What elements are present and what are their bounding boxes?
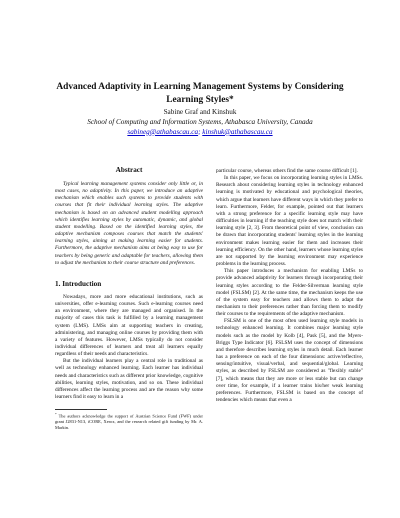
author-names: Sabine Graf and Kinshuk (163, 108, 237, 116)
left-column (55, 165, 203, 430)
author-affiliation: School of Computing and Information Systems, Athabasca University, Canada (87, 117, 313, 126)
intro-paragraph-1: Nowadays, more and more educational institutions, such as universities, offer e-learning courses. Such e-learning courses need an environment, where they are managed and organised. In the majority of cases this task is fulfilled by a learning management system (LMS). LMSs aim at supporting teachers in creating, administering, and managing online courses by providing them with a variety of features. However, LMSs typically do not consider individual differences of learners and treat all learners equally regardless of their needs and characteristics. (55, 293, 203, 358)
intro-paragraph-2: But the individual learners play a central role in traditional as well as technology enhanced learning. Each learner has individual needs and characteristics such as different prior knowledge, cognitive abilities, learning styles, motivation, and so on. These individual differences affect the learning process and are the reason why some learners find it easy to learn in a (55, 358, 203, 401)
abstract-text: Typical learning management systems consider only little or, in most cases, no adaptivity. In this paper, we introduce an adaptive mechanism which enables such systems to provide students with courses that fit their individual learning styles. The adaptive mechanism is based on an advanced student modelling approach which identifies learning styles by automatic, dynamic, and global student modelling. Based on the identified learning styles, the adaptive mechanism composes courses that match the students' learning styles, aiming at making learning easier for students. Furthermore, the adaptive mechanism aims at being easy to use for teachers by being generic and adaptable for teachers, allowing them to adjust the mechanism to their course structure and preferences. (55, 181, 203, 266)
right-paragraph-1: particular course, whereas others find the same course difficult [1]. (216, 168, 358, 174)
author-emails (40, 128, 360, 138)
footnote (55, 412, 203, 430)
right-paragraph-4: FSLSM is one of the most often used learning style models in technology enhanced learning. It combines major learning style models such as the model by Kolb [4], Pask [5], and the Myers-Briggs Type Indicator [6]. FSLSM uses the concept of dimensions and therefore describes learning styles in much detail. Each learner has a preference on each of the four dimensions: active/reflective, sensing/intuitive, visual/verbal, and sequential/global. Learning styles, as described by FSLSM are considered as "flexibly stable" [7], which means that they are more or less stable but can change over time, for example, if a learner trains his/her weak learning preferences. Furthermore, FSLSM is based on the concept of tendencies which means that even a (216, 318, 363, 403)
right-column (216, 168, 363, 404)
email-separator: ; (198, 127, 203, 136)
email-link-kinshuk[interactable]: kinshuk@athabascau.ca (202, 127, 273, 136)
section-heading-introduction: 1. Introduction (55, 279, 102, 288)
footnote-text: The authors acknowledge the support of Austrian Science Fund (FWF) under grant J2831-N13, iCORE, Xerox, and the research related gift funding by Mr. A. Markin. (55, 413, 203, 430)
right-paragraph-2: In this paper, we focus on incorporating learning styles in LMSs. Research about considering learning styles in technology enhanced learning is motivated by educational and psychological theories, which argue that learners have different ways in which they prefer to learn. Furthermore, Felder, for example, pointed out that learners with a strong preference for a specific learning style may have difficulties in learning if the teaching style does not match with their learning style [2, 3]. From theoretical point of view, conclusion can be drawn that incorporating students' learning styles in the learning environment makes learning easier for them and increases their learning efficiency. On the other hand, learners whose learning styles are not supported by the learning environment may experience problems in the learning process. (216, 175, 363, 268)
right-paragraph-3: This paper introduces a mechanism for enabling LMSs to provide advanced adaptivity for learners through incorporating their learning styles according to the Felder-Silverman learning style model (FSLSM) [2]. At the same time, the mechanism keeps the use of the system easy for teachers and allows them to adapt the mechanism to their preferences rather than forcing them to modify their courses to the requirements of the adaptive mechanism. (216, 268, 363, 318)
abstract-heading: Abstract (115, 166, 143, 174)
author-block (40, 108, 360, 137)
paper-title: Advanced Adaptivity in Learning Management Systems by Considering Learning Styles* (56, 82, 344, 105)
email-link-graf[interactable]: sabineg@athabascau.ca (127, 127, 199, 136)
footnote-rule (55, 409, 107, 410)
footnote-mark: * (55, 412, 57, 417)
